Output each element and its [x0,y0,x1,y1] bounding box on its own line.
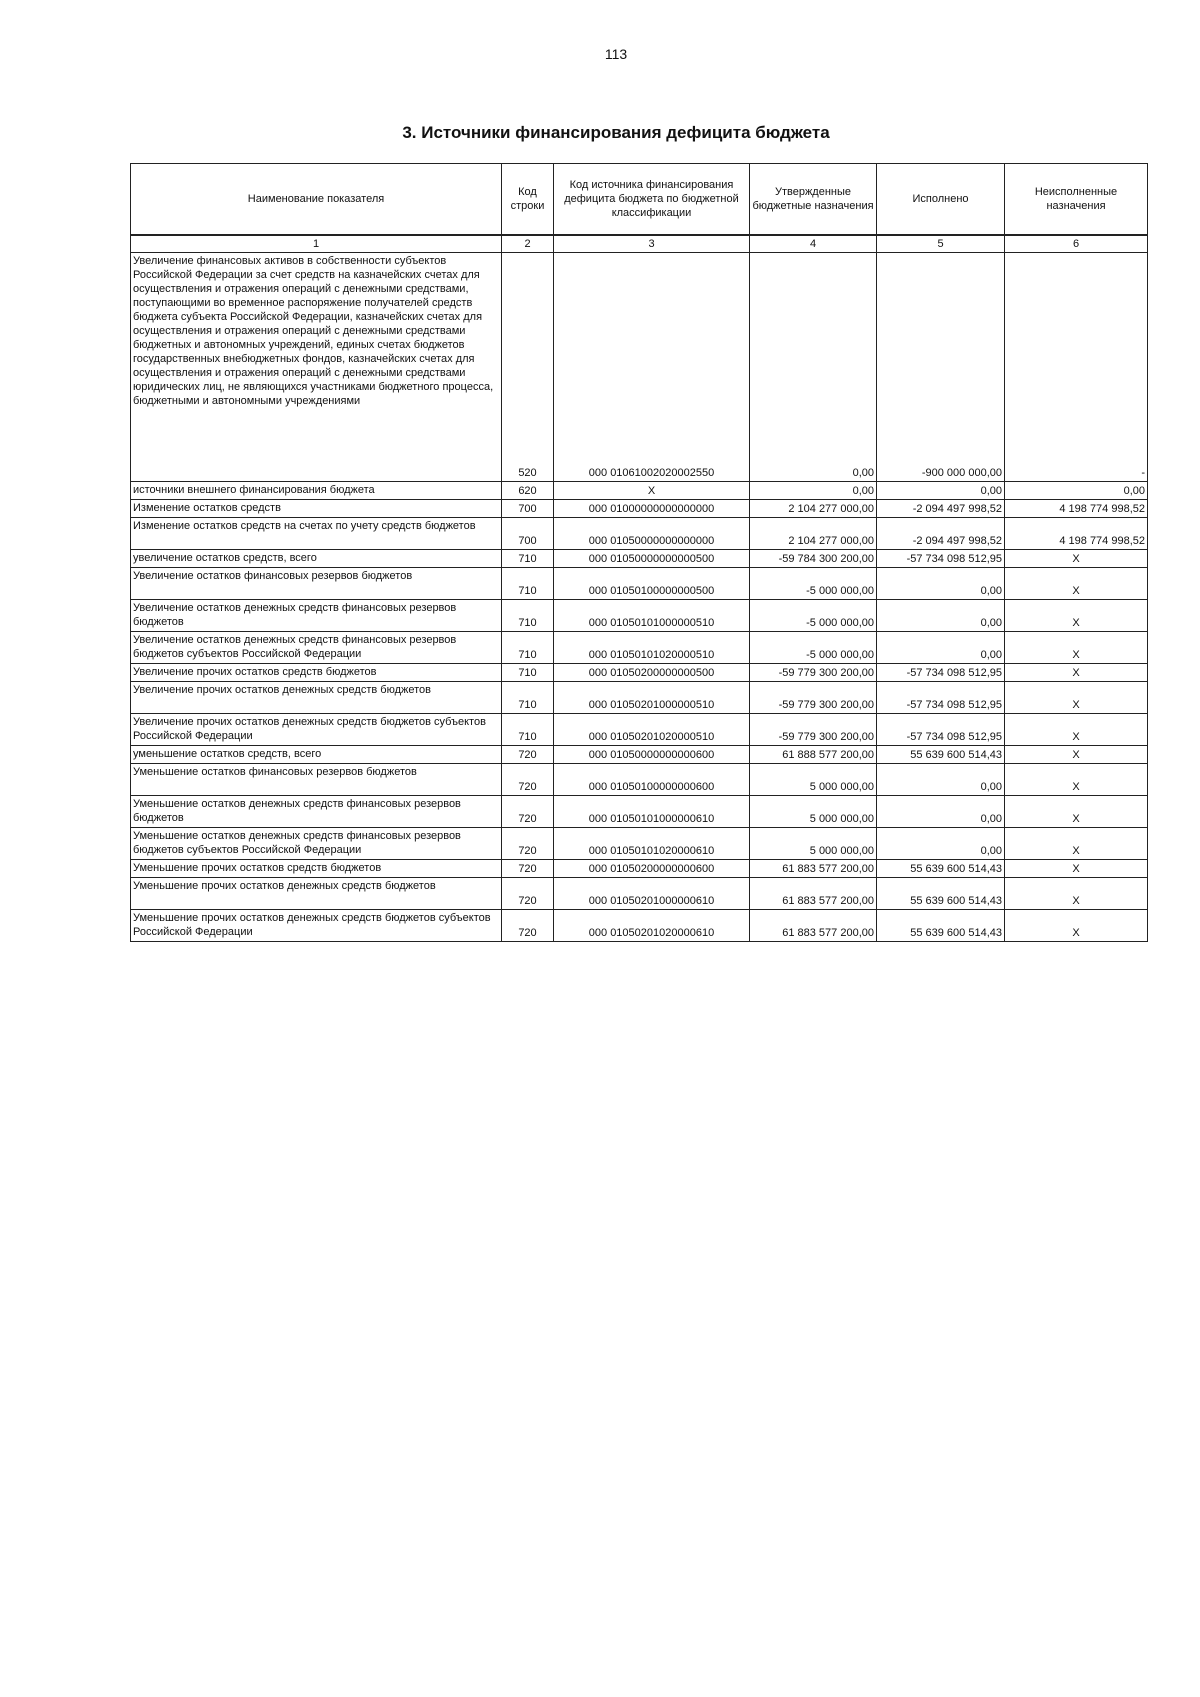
row-name: Уменьшение прочих остатков денежных средств бюджетов [131,878,502,910]
row-name: Увеличение прочих остатков средств бюджетов [131,664,502,682]
row-source-code: 000 01050201020000510 [554,714,750,746]
row-code: 710 [502,682,554,714]
row-unexecuted: X [1005,550,1148,568]
row-source-code: 000 01050201000000510 [554,682,750,714]
row-approved: 61 883 577 200,00 [750,910,877,942]
table-row [131,796,1148,828]
table-row [131,253,1148,482]
row-source-code: 000 01050101020000510 [554,632,750,664]
row-executed: -57 734 098 512,95 [877,550,1005,568]
row-approved: -59 779 300 200,00 [750,682,877,714]
row-executed: 0,00 [877,482,1005,500]
page-number: 113 [604,46,628,62]
row-name: Уменьшение прочих остатков денежных средств бюджетов субъектов Российской Федерации [131,910,502,942]
table-row [131,518,1148,550]
table-row [131,746,1148,764]
table-row [131,860,1148,878]
row-approved: 2 104 277 000,00 [750,500,877,518]
column-number: 3 [554,235,750,253]
column-header-executed: Исполнено [877,164,1005,236]
row-name: Уменьшение прочих остатков средств бюджетов [131,860,502,878]
row-source-code: 000 01050000000000500 [554,550,750,568]
row-code: 720 [502,878,554,910]
row-code: 700 [502,518,554,550]
row-unexecuted: X [1005,682,1148,714]
table-row [131,600,1148,632]
row-executed: 0,00 [877,600,1005,632]
row-name: Увеличение прочих остатков денежных средств бюджетов субъектов Российской Федерации [131,714,502,746]
row-approved: 5 000 000,00 [750,796,877,828]
row-name: Увеличение остатков денежных средств финансовых резервов бюджетов субъектов Российской Федерации [131,632,502,664]
row-name: Изменение остатков средств [131,500,502,518]
row-approved: -5 000 000,00 [750,568,877,600]
row-code: 710 [502,714,554,746]
column-number: 6 [1005,235,1148,253]
row-executed: 55 639 600 514,43 [877,878,1005,910]
row-unexecuted: X [1005,746,1148,764]
row-source-code: 000 01000000000000000 [554,500,750,518]
table-header [131,164,1148,253]
row-code: 720 [502,860,554,878]
row-approved: -5 000 000,00 [750,600,877,632]
row-source-code: 000 01050100000000500 [554,568,750,600]
column-header-name: Наименование показателя [131,164,502,236]
row-unexecuted: 0,00 [1005,482,1148,500]
row-executed: 0,00 [877,568,1005,600]
row-approved: 5 000 000,00 [750,764,877,796]
table-row [131,500,1148,518]
row-executed: 55 639 600 514,43 [877,910,1005,942]
column-number: 4 [750,235,877,253]
table-row [131,764,1148,796]
row-approved: 5 000 000,00 [750,828,877,860]
row-code: 520 [502,253,554,482]
row-approved: 61 883 577 200,00 [750,878,877,910]
row-code: 720 [502,746,554,764]
row-approved: 0,00 [750,482,877,500]
row-source-code: X [554,482,750,500]
row-executed: 55 639 600 514,43 [877,860,1005,878]
table-row [131,664,1148,682]
row-source-code: 000 01050100000000600 [554,764,750,796]
row-source-code: 000 01050200000000500 [554,664,750,682]
row-code: 720 [502,796,554,828]
row-code: 720 [502,828,554,860]
row-name: Уменьшение остатков финансовых резервов бюджетов [131,764,502,796]
row-approved: 61 888 577 200,00 [750,746,877,764]
row-approved: 61 883 577 200,00 [750,860,877,878]
row-executed: 0,00 [877,828,1005,860]
row-unexecuted: X [1005,828,1148,860]
row-name: источники внешнего финансирования бюджета [131,482,502,500]
row-executed: -57 734 098 512,95 [877,664,1005,682]
table-row [131,878,1148,910]
table-row [131,910,1148,942]
table-row [131,714,1148,746]
column-header-source-code: Код источника финансирования дефицита бюджета по бюджетной классификации [554,164,750,236]
row-approved: -59 779 300 200,00 [750,714,877,746]
row-source-code: 000 01061002020002550 [554,253,750,482]
column-number: 1 [131,235,502,253]
table-row [131,632,1148,664]
row-unexecuted: X [1005,878,1148,910]
row-unexecuted: 4 198 774 998,52 [1005,500,1148,518]
row-unexecuted: X [1005,664,1148,682]
row-approved: 2 104 277 000,00 [750,518,877,550]
column-number: 5 [877,235,1005,253]
row-unexecuted: X [1005,600,1148,632]
row-executed: -57 734 098 512,95 [877,682,1005,714]
table-body [131,253,1148,942]
row-executed: -57 734 098 512,95 [877,714,1005,746]
row-name: увеличение остатков средств, всего [131,550,502,568]
row-approved: -59 784 300 200,00 [750,550,877,568]
row-executed: -2 094 497 998,52 [877,518,1005,550]
row-source-code: 000 01050000000000000 [554,518,750,550]
row-unexecuted: - [1005,253,1148,482]
row-executed: 0,00 [877,764,1005,796]
row-code: 710 [502,600,554,632]
column-number: 2 [502,235,554,253]
row-source-code: 000 01050201000000610 [554,878,750,910]
row-unexecuted: X [1005,860,1148,878]
row-unexecuted: X [1005,796,1148,828]
table-row [131,682,1148,714]
row-source-code: 000 01050101020000610 [554,828,750,860]
row-name: Уменьшение остатков денежных средств финансовых резервов бюджетов субъектов Российской Федерации [131,828,502,860]
row-executed: -2 094 497 998,52 [877,500,1005,518]
row-source-code: 000 01050101000000510 [554,600,750,632]
row-executed: 55 639 600 514,43 [877,746,1005,764]
row-executed: 0,00 [877,796,1005,828]
row-unexecuted: X [1005,568,1148,600]
column-header-unexecuted: Неисполненные назначения [1005,164,1148,236]
column-header-code: Код строки [502,164,554,236]
table-row [131,828,1148,860]
table-row [131,482,1148,500]
row-name: Увеличение остатков финансовых резервов бюджетов [131,568,502,600]
row-executed: -900 000 000,00 [877,253,1005,482]
row-source-code: 000 01050000000000600 [554,746,750,764]
row-executed: 0,00 [877,632,1005,664]
row-code: 710 [502,568,554,600]
row-unexecuted: X [1005,764,1148,796]
row-name: Увеличение финансовых активов в собственности субъектов Российской Федерации за счет средств на казначейских счетах для осуществления и отражения операций с денежными средствами, поступающими во временное распоряжение получателей средств бюджета субъекта Российской Федерации, казначейских счетах для осуществления и отражения операций с денежными средствами бюджетных и автономных учреждений, единых счетах бюджетов государственных внебюджетных фондов, казначейских счетах для осуществления и отражения операций с денежными средствами юридических лиц, не являющихся участниками бюджетного процесса, бюджетными и автономными учреждениями [131,253,502,482]
row-unexecuted: X [1005,910,1148,942]
row-code: 700 [502,500,554,518]
financing-sources-table [130,163,1148,942]
row-code: 710 [502,550,554,568]
row-code: 720 [502,910,554,942]
row-name: Уменьшение остатков денежных средств финансовых резервов бюджетов [131,796,502,828]
row-source-code: 000 01050201020000610 [554,910,750,942]
row-unexecuted: X [1005,632,1148,664]
section-title: 3. Источники финансирования дефицита бюджета [402,123,830,142]
row-approved: -5 000 000,00 [750,632,877,664]
row-name: Увеличение прочих остатков денежных средств бюджетов [131,682,502,714]
row-source-code: 000 01050101000000610 [554,796,750,828]
row-approved: -59 779 300 200,00 [750,664,877,682]
column-header-approved: Утвержденные бюджетные назначения [750,164,877,236]
row-unexecuted: 4 198 774 998,52 [1005,518,1148,550]
row-name: уменьшение остатков средств, всего [131,746,502,764]
row-unexecuted: X [1005,714,1148,746]
row-code: 710 [502,664,554,682]
row-code: 620 [502,482,554,500]
row-source-code: 000 01050200000000600 [554,860,750,878]
row-name: Изменение остатков средств на счетах по учету средств бюджетов [131,518,502,550]
row-name: Увеличение остатков денежных средств финансовых резервов бюджетов [131,600,502,632]
row-code: 720 [502,764,554,796]
table-row [131,568,1148,600]
row-code: 710 [502,632,554,664]
row-approved: 0,00 [750,253,877,482]
table-row [131,550,1148,568]
